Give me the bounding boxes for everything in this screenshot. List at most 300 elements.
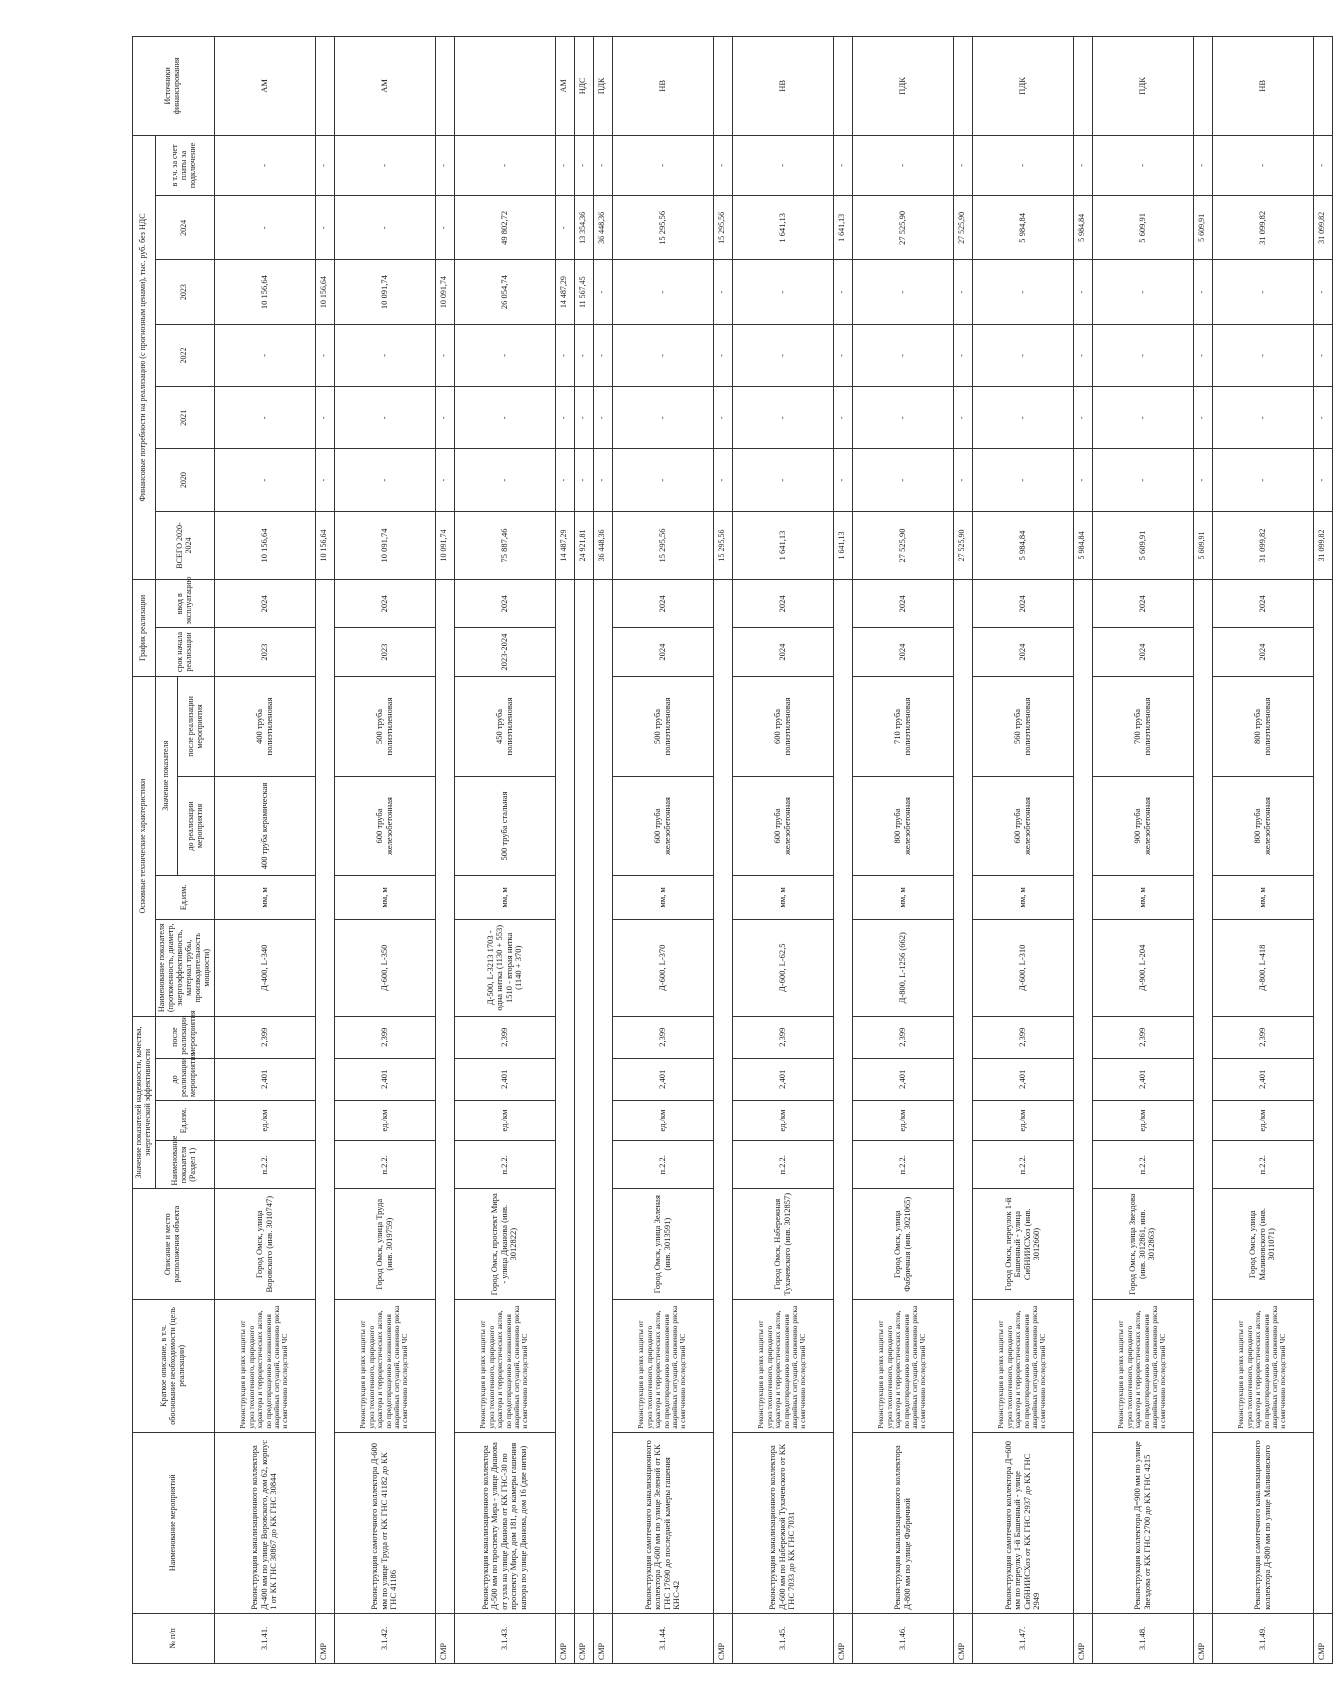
subrow-blank	[574, 580, 593, 1614]
row-end: 2024	[732, 580, 833, 628]
row-tech-before: 600 труба железобетонная	[612, 777, 713, 876]
subrow-blank	[555, 580, 574, 1614]
fin-total-header: ВСЕГО 2020-2024	[155, 511, 214, 579]
sub-y2022: -	[1313, 324, 1332, 386]
sub-y2023: -	[713, 260, 732, 324]
ind-before-header: до реализации мероприятия	[155, 1058, 214, 1100]
row-y2023: -	[1212, 260, 1313, 324]
sub-y2021: -	[555, 387, 574, 449]
sub-incl: -	[1073, 135, 1092, 195]
row-y2020: -	[852, 449, 953, 511]
subrow-blank	[833, 580, 852, 1614]
sub-y2024: 15 295,56	[713, 196, 732, 260]
row-y2024: 1 641,13	[732, 196, 833, 260]
row-ind-after: 2,399	[1092, 1016, 1193, 1058]
table-subrow	[1073, 37, 1092, 1664]
row-incl: -	[334, 135, 435, 195]
sub-incl: -	[713, 135, 732, 195]
row-number: 3.1.47.	[972, 1613, 1073, 1663]
row-y2022: -	[454, 324, 555, 386]
col-num-header: № п/п	[133, 1613, 215, 1663]
table-row	[1212, 37, 1313, 1664]
tech-before-header: до реализации мероприятия	[178, 777, 215, 876]
row-y2023: -	[612, 260, 713, 324]
row-source	[454, 37, 555, 136]
row-total: 5 984,84	[972, 511, 1073, 579]
tech-values-group-header: Значение показателя	[155, 676, 177, 875]
row-justification: Реконструкция в целях защиты от угроз техногенного, природного характера и террористических актов, по предотвращению возникновения аварийных ситуаций, снижению риска и смягчению последствий ЧС	[972, 1300, 1073, 1433]
subrow-label: СМР	[1073, 1613, 1092, 1663]
row-location: Город Омск, улица Воровского (инв. 3010747)	[214, 1189, 315, 1300]
row-tech-after: 500 труба полиэтиленовая	[612, 676, 713, 777]
row-name: Реконструкция коллектора Д=900 мм по улице Звездова от КК ГНС 2700 до КК ГНС 4215	[1092, 1432, 1193, 1613]
row-y2023: -	[732, 260, 833, 324]
row-start: 2023	[214, 628, 315, 676]
sub-incl: -	[1193, 135, 1212, 195]
fin-2024-header: 2024	[155, 196, 214, 260]
row-y2024: 15 295,56	[612, 196, 713, 260]
sub-y2022: -	[953, 324, 972, 386]
row-name: Реконструкция канализационного коллектора Д-600 мм по Набережной Тухачевского от КК ГНС 7033 до КК ГНС 7031	[732, 1432, 833, 1613]
sub-total: 14 487,29	[555, 511, 574, 579]
sub-y2021: -	[1313, 387, 1332, 449]
row-ind-unit: ед./км	[214, 1100, 315, 1140]
row-number: 3.1.45.	[732, 1613, 833, 1663]
row-tech-unit: мм, м	[612, 875, 713, 919]
row-ind-unit: ед./км	[454, 1100, 555, 1140]
row-y2022: -	[1212, 324, 1313, 386]
row-end: 2024	[1092, 580, 1193, 628]
row-tech-before: 500 труба стальная	[454, 777, 555, 876]
row-start: 2024	[1092, 628, 1193, 676]
table-subrow	[315, 37, 334, 1664]
row-source: НВ	[612, 37, 713, 136]
row-number: 3.1.44.	[612, 1613, 713, 1663]
row-ind-name: п.2.2.	[214, 1141, 315, 1189]
sub-y2022: -	[574, 324, 593, 386]
sub-total: 31 099,82	[1313, 511, 1332, 579]
row-ind-name: п.2.2.	[1092, 1141, 1193, 1189]
row-y2022: -	[852, 324, 953, 386]
row-y2021: -	[1092, 387, 1193, 449]
sub-total: 5 609,91	[1193, 511, 1212, 579]
row-y2023: 26 054,74	[454, 260, 555, 324]
row-y2024: 31 099,82	[1212, 196, 1313, 260]
row-location: Город Омск, проспект Мира - улица Дианова (инв. 3012822)	[454, 1189, 555, 1300]
sub-source	[953, 37, 972, 136]
row-ind-unit: ед./км	[1092, 1100, 1193, 1140]
row-tech-before: 400 труба керамическая	[214, 777, 315, 876]
row-justification: Реконструкция в целях защиты от угроз техногенного, природного характера и террористических актов, по предотвращению возникновения аварийных ситуаций, снижению риска и смягчению последствий ЧС	[334, 1300, 435, 1433]
tech-name-header: Наименование показателя (протяженность, диаметр, энергоэффективность, материал трубы, производительность мощности)	[155, 920, 214, 1017]
row-ind-after: 2,399	[334, 1016, 435, 1058]
sub-y2021: -	[953, 387, 972, 449]
sub-y2021: -	[315, 387, 334, 449]
row-start: 2024	[852, 628, 953, 676]
fin-2023-header: 2023	[155, 260, 214, 324]
row-y2022: -	[732, 324, 833, 386]
row-start: 2023	[334, 628, 435, 676]
sub-y2020: -	[435, 449, 454, 511]
row-incl: -	[454, 135, 555, 195]
rotated-page	[132, 36, 1327, 1664]
row-y2020: -	[732, 449, 833, 511]
sub-incl: -	[833, 135, 852, 195]
row-y2021: -	[972, 387, 1073, 449]
row-incl: -	[612, 135, 713, 195]
row-y2020: -	[334, 449, 435, 511]
row-tech-after: 500 труба полиэтиленовая	[334, 676, 435, 777]
sub-source: ПДК	[593, 37, 612, 136]
row-ind-before: 2,401	[454, 1058, 555, 1100]
row-ind-unit: ед./км	[334, 1100, 435, 1140]
subrow-label: СМР	[593, 1613, 612, 1663]
row-tech-name: Д-800, L-418	[1212, 920, 1313, 1017]
row-name: Реконструкция канализационного коллектора Д-400 мм по улице Воровского, дом 62, корпус 1 от КК ГНС 30867 до КК ГНС 30844	[214, 1432, 315, 1613]
row-tech-unit: мм, м	[334, 875, 435, 919]
row-ind-name: п.2.2.	[454, 1141, 555, 1189]
row-y2021: -	[732, 387, 833, 449]
row-end: 2024	[612, 580, 713, 628]
row-ind-after: 2,399	[972, 1016, 1073, 1058]
row-justification: Реконструкция в целях защиты от угроз техногенного, природного характера и террористических актов, по предотвращению возникновения аварийных ситуаций, снижению риска и смягчению последствий ЧС	[732, 1300, 833, 1433]
row-ind-unit: ед./км	[972, 1100, 1073, 1140]
table-subrow	[1313, 37, 1332, 1664]
row-number: 3.1.48.	[1092, 1613, 1193, 1663]
row-start: 2024	[732, 628, 833, 676]
row-y2024: 27 525,90	[852, 196, 953, 260]
row-tech-after: 710 труба полиэтиленовая	[852, 676, 953, 777]
row-ind-before: 2,401	[1212, 1058, 1313, 1100]
sub-total: 24 921,81	[574, 511, 593, 579]
finance-group-header: Финансовые потребности на реализацию (с прогнозным ценами), тыс. руб. без НДС	[133, 135, 156, 579]
row-ind-before: 2,401	[334, 1058, 435, 1100]
row-number: 3.1.49.	[1212, 1613, 1313, 1663]
sub-source: АМ	[555, 37, 574, 136]
row-y2020: -	[214, 449, 315, 511]
table-row	[214, 37, 315, 1664]
fin-2022-header: 2022	[155, 324, 214, 386]
row-total: 10 156,64	[214, 511, 315, 579]
row-start: 2024	[1212, 628, 1313, 676]
row-tech-after: 560 труба полиэтиленовая	[972, 676, 1073, 777]
sub-y2024: 36 448,36	[593, 196, 612, 260]
row-y2023: 10 156,64	[214, 260, 315, 324]
row-ind-before: 2,401	[732, 1058, 833, 1100]
sub-total: 10 091,74	[435, 511, 454, 579]
investment-table	[132, 36, 1333, 1664]
sub-total: 10 156,64	[315, 511, 334, 579]
subrow-label: СМР	[1313, 1613, 1332, 1663]
fin-2021-header: 2021	[155, 387, 214, 449]
table-row	[334, 37, 435, 1664]
sub-y2020: -	[555, 449, 574, 511]
row-total: 5 609,91	[1092, 511, 1193, 579]
row-start: 2024	[972, 628, 1073, 676]
sub-incl: -	[574, 135, 593, 195]
row-end: 2024	[454, 580, 555, 628]
row-tech-unit: мм, м	[454, 875, 555, 919]
row-y2020: -	[612, 449, 713, 511]
ind-after-header: после реализации мероприятия	[155, 1016, 214, 1058]
sub-y2021: -	[574, 387, 593, 449]
row-y2022: -	[1092, 324, 1193, 386]
table-row	[1092, 37, 1193, 1664]
col-justification-header: Краткое описание, в т.ч. обоснование необходимости (цель реализации)	[133, 1300, 215, 1433]
sub-y2023: 10 156,64	[315, 260, 334, 324]
row-y2020: -	[1092, 449, 1193, 511]
sub-y2022: -	[593, 324, 612, 386]
table-row	[852, 37, 953, 1664]
row-justification: Реконструкция в целях защиты от угроз техногенного, природного характера и террористических актов, по предотвращению возникновения аварийных ситуаций, снижению риска и смягчению последствий ЧС	[852, 1300, 953, 1433]
row-y2021: -	[334, 387, 435, 449]
row-tech-after: 800 труба полиэтиленовая	[1212, 676, 1313, 777]
table-subrow	[953, 37, 972, 1664]
row-y2022: -	[612, 324, 713, 386]
row-ind-name: п.2.2.	[852, 1141, 953, 1189]
row-y2022: -	[972, 324, 1073, 386]
sub-y2023: -	[953, 260, 972, 324]
row-ind-name: п.2.2.	[334, 1141, 435, 1189]
row-incl: -	[852, 135, 953, 195]
subrow-label: СМР	[435, 1613, 454, 1663]
sub-y2021: -	[1193, 387, 1212, 449]
table-row	[972, 37, 1073, 1664]
sub-y2020: -	[833, 449, 852, 511]
row-y2021: -	[214, 387, 315, 449]
sub-y2021: -	[1073, 387, 1092, 449]
row-y2024: -	[334, 196, 435, 260]
row-tech-name: Д-600, L-350	[334, 920, 435, 1017]
row-name: Реконструкция самотечного коллектора Д-600 мм по улице Труда от КК ГНС 41182 до КК ГНС 41186	[334, 1432, 435, 1613]
sub-y2024: 5 984,84	[1073, 196, 1092, 260]
sub-incl: -	[1313, 135, 1332, 195]
row-source: НВ	[1212, 37, 1313, 136]
sub-total: 36 448,36	[593, 511, 612, 579]
row-tech-before: 600 труба железобетонная	[972, 777, 1073, 876]
sub-total: 5 984,84	[1073, 511, 1092, 579]
sub-y2021: -	[713, 387, 732, 449]
row-total: 75 887,46	[454, 511, 555, 579]
row-source: ПДК	[1092, 37, 1193, 136]
row-tech-unit: мм, м	[972, 875, 1073, 919]
row-ind-before: 2,401	[972, 1058, 1073, 1100]
sub-y2020: -	[953, 449, 972, 511]
ind-name-header: Наименование показателя (Раздел 1)	[155, 1141, 214, 1189]
tech-after-header: после реализации мероприятия	[178, 676, 215, 777]
row-y2021: -	[612, 387, 713, 449]
row-location: Город Омск, улица Звездова (инв. 3012861, инв. 3012863)	[1092, 1189, 1193, 1300]
row-tech-name: Д-600, L-62,5	[732, 920, 833, 1017]
sub-y2024: -	[435, 196, 454, 260]
row-name: Реконструкция самотечного канализационного коллектора Д-800 мм по улице Малиновского	[1212, 1432, 1313, 1613]
sub-y2023: -	[1313, 260, 1332, 324]
sub-y2021: -	[833, 387, 852, 449]
tech-unit-header: Ед.изм.	[155, 875, 214, 919]
row-tech-unit: мм, м	[214, 875, 315, 919]
sub-y2023: -	[833, 260, 852, 324]
subrow-label: СМР	[1193, 1613, 1212, 1663]
sub-source	[1193, 37, 1212, 136]
row-end: 2024	[1212, 580, 1313, 628]
row-y2022: -	[214, 324, 315, 386]
sub-y2020: -	[1313, 449, 1332, 511]
sub-y2024: 31 099,82	[1313, 196, 1332, 260]
row-ind-after: 2,399	[612, 1016, 713, 1058]
row-tech-before: 900 труба железобетонная	[1092, 777, 1193, 876]
row-tech-name: Д-600, L-370	[612, 920, 713, 1017]
row-name: Реконструкция канализационного коллектора Д-800 мм по улице Фабричной	[852, 1432, 953, 1613]
row-tech-unit: мм, м	[1212, 875, 1313, 919]
row-ind-name: п.2.2.	[612, 1141, 713, 1189]
sub-source	[1073, 37, 1092, 136]
row-ind-before: 2,401	[852, 1058, 953, 1100]
sub-y2023: -	[593, 260, 612, 324]
sub-y2023: 11 567,45	[574, 260, 593, 324]
sub-source	[435, 37, 454, 136]
row-y2023: -	[852, 260, 953, 324]
row-ind-after: 2,399	[732, 1016, 833, 1058]
row-number: 3.1.42.	[334, 1613, 435, 1663]
sub-y2023: -	[1193, 260, 1212, 324]
sub-y2020: -	[713, 449, 732, 511]
row-y2024: 5 609,91	[1092, 196, 1193, 260]
table-subrow	[574, 37, 593, 1664]
row-y2020: -	[972, 449, 1073, 511]
row-justification: Реконструкция в целях защиты от угроз техногенного, природного характера и террористических актов, по предотвращению возникновения аварийных ситуаций, снижению риска и смягчению последствий ЧС	[1212, 1300, 1313, 1433]
row-end: 2024	[214, 580, 315, 628]
sub-y2020: -	[1073, 449, 1092, 511]
row-ind-after: 2,399	[454, 1016, 555, 1058]
row-tech-before: 800 труба железобетонная	[852, 777, 953, 876]
row-y2020: -	[454, 449, 555, 511]
row-tech-unit: мм, м	[852, 875, 953, 919]
sub-incl: -	[953, 135, 972, 195]
sub-y2024: 13 354,36	[574, 196, 593, 260]
subrow-blank	[1193, 580, 1212, 1614]
sub-y2020: -	[593, 449, 612, 511]
sub-source: НДС	[574, 37, 593, 136]
row-y2023: -	[1092, 260, 1193, 324]
row-tech-name: Д-400, L-340	[214, 920, 315, 1017]
sub-incl: -	[315, 135, 334, 195]
sub-y2024: 5 609,91	[1193, 196, 1212, 260]
table-subrow	[593, 37, 612, 1664]
row-total: 1 641,13	[732, 511, 833, 579]
fin-2020-header: 2020	[155, 449, 214, 511]
fin-incl-header: в т.ч. за счет платы за подключение	[155, 135, 214, 195]
row-ind-unit: ед./км	[612, 1100, 713, 1140]
schedule-group-header: График реализации	[133, 580, 156, 677]
row-location: Город Омск, улица Зеленая (инв. 3013591)	[612, 1189, 713, 1300]
row-tech-before: 600 труба железобетонная	[334, 777, 435, 876]
row-y2024: -	[214, 196, 315, 260]
table-row	[454, 37, 555, 1664]
row-incl: -	[972, 135, 1073, 195]
table-subrow	[1193, 37, 1212, 1664]
row-y2023: -	[972, 260, 1073, 324]
row-ind-after: 2,399	[214, 1016, 315, 1058]
sub-y2022: -	[435, 324, 454, 386]
row-ind-name: п.2.2.	[732, 1141, 833, 1189]
row-y2022: -	[334, 324, 435, 386]
subrow-blank	[315, 580, 334, 1614]
table-row	[732, 37, 833, 1664]
subrow-label: СМР	[555, 1613, 574, 1663]
sub-source	[1313, 37, 1332, 136]
row-justification: Реконструкция в целях защиты от угроз техногенного, природного характера и террористических актов, по предотвращению возникновения аварийных ситуаций, снижению риска и смягчению последствий ЧС	[454, 1300, 555, 1433]
sub-y2022: -	[315, 324, 334, 386]
row-location: Город Омск, улица Малиновского (инв. 3011071)	[1212, 1189, 1313, 1300]
sub-y2023: 10 091,74	[435, 260, 454, 324]
sub-y2024: 1 641,13	[833, 196, 852, 260]
row-total: 27 525,90	[852, 511, 953, 579]
row-tech-unit: мм, м	[1092, 875, 1193, 919]
sub-source	[315, 37, 334, 136]
row-total: 31 099,82	[1212, 511, 1313, 579]
row-incl: -	[214, 135, 315, 195]
row-ind-unit: ед./км	[732, 1100, 833, 1140]
sub-source	[713, 37, 732, 136]
subrow-label: СМР	[953, 1613, 972, 1663]
row-y2024: 5 984,84	[972, 196, 1073, 260]
sub-incl: -	[435, 135, 454, 195]
row-tech-before: 600 труба железобетонная	[732, 777, 833, 876]
row-tech-name: Д-900, L-204	[1092, 920, 1193, 1017]
row-ind-before: 2,401	[214, 1058, 315, 1100]
col-source-header: Источники финансирования	[133, 37, 215, 136]
row-number: 3.1.43.	[454, 1613, 555, 1663]
col-name-header: Наименование мероприятий	[133, 1432, 215, 1613]
ind-unit-header: Ед.изм.	[155, 1100, 214, 1140]
row-tech-before: 800 труба железобетонная	[1212, 777, 1313, 876]
row-ind-before: 2,401	[1092, 1058, 1193, 1100]
row-source: АМ	[214, 37, 315, 136]
sub-y2021: -	[593, 387, 612, 449]
row-tech-after: 450 труба полиэтиленовая	[454, 676, 555, 777]
row-tech-unit: мм, м	[732, 875, 833, 919]
sub-y2022: -	[555, 324, 574, 386]
row-start: 2024	[612, 628, 713, 676]
sub-y2020: -	[574, 449, 593, 511]
sub-y2022: -	[1073, 324, 1092, 386]
row-incl: -	[1212, 135, 1313, 195]
sub-total: 27 525,90	[953, 511, 972, 579]
sub-incl: -	[555, 135, 574, 195]
row-number: 3.1.41.	[214, 1613, 315, 1663]
row-y2021: -	[454, 387, 555, 449]
sched-end-header: ввод в эксплуатацию	[155, 580, 214, 628]
table-subrow	[713, 37, 732, 1664]
row-location: Город Омск, улица Фабричная (инв. 3021065)	[852, 1189, 953, 1300]
sub-incl: -	[593, 135, 612, 195]
row-y2024: 49 802,72	[454, 196, 555, 260]
table-subrow	[833, 37, 852, 1664]
row-tech-after: 700 труба полиэтиленовая	[1092, 676, 1193, 777]
row-location: Город Омск, переулок 1-й Башенный - улица СибНИИСХоз (инв. 3012660)	[972, 1189, 1073, 1300]
row-source: ПДК	[972, 37, 1073, 136]
row-y2021: -	[852, 387, 953, 449]
table-body	[214, 37, 1332, 1664]
row-incl: -	[1092, 135, 1193, 195]
row-justification: Реконструкция в целях защиты от угроз техногенного, природного характера и террористических актов, по предотвращению возникновения аварийных ситуаций, снижению риска и смягчению последствий ЧС	[214, 1300, 315, 1433]
table-row	[612, 37, 713, 1664]
row-justification: Реконструкция в целях защиты от угроз техногенного, природного характера и террористических актов, по предотвращению возникновения аварийных ситуаций, снижению риска и смягчению последствий ЧС	[612, 1300, 713, 1433]
table-subrow	[435, 37, 454, 1664]
row-location: Город Омск, улица Труда (инв. 3019759)	[334, 1189, 435, 1300]
subrow-blank	[713, 580, 732, 1614]
row-justification: Реконструкция в целях защиты от угроз техногенного, природного характера и террористических актов, по предотвращению возникновения аварийных ситуаций, снижению риска и смягчению последствий ЧС	[1092, 1300, 1193, 1433]
